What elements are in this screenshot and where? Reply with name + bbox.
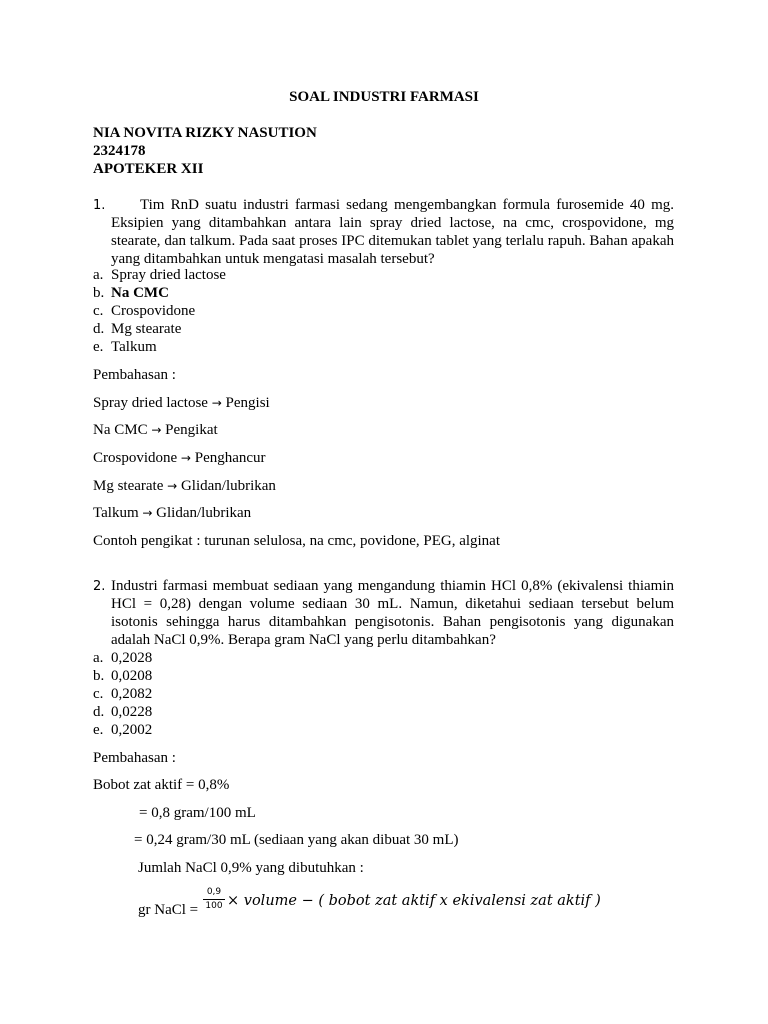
q1-option-a-letter: a. bbox=[93, 267, 104, 283]
question-2-number: 2. bbox=[93, 579, 106, 594]
q1-discussion-row-3 bbox=[93, 449, 266, 467]
q1-discussion-label: Pembahasan : bbox=[93, 367, 176, 383]
q2-calc-line-4: Jumlah NaCl 0,9% yang dibutuhkan : bbox=[138, 860, 364, 876]
q1-discussion-row-5 bbox=[93, 504, 251, 522]
q2-option-e-letter: e. bbox=[93, 722, 104, 738]
q2-option-e-text: 0,2002 bbox=[111, 722, 153, 738]
question-1-number: 1. bbox=[93, 198, 106, 213]
discussion-role: Pengikat bbox=[165, 422, 218, 438]
q1-option-a-text: Spray dried lactose bbox=[111, 267, 226, 283]
discussion-role: Glidan/lubrikan bbox=[180, 478, 276, 494]
q2-option-a-letter: a. bbox=[93, 650, 104, 666]
q2-calc-line-1: Bobot zat aktif = 0,8% bbox=[93, 777, 230, 793]
q2-option-d-text: 0,0228 bbox=[111, 704, 153, 720]
q1-option-b-text-answer: Na CMC bbox=[111, 285, 169, 301]
discussion-item: Mg stearate bbox=[93, 478, 164, 494]
q1-option-d-text: Mg stearate bbox=[111, 321, 182, 337]
question-1-text bbox=[111, 196, 674, 268]
q2-calc-line-3: = 0,24 gram/30 mL (sediaan yang akan dibuat 30 mL) bbox=[134, 832, 459, 848]
discussion-role: Pengisi bbox=[225, 395, 270, 411]
q2-option-b-letter: b. bbox=[93, 668, 105, 684]
fraction-bar bbox=[203, 899, 225, 900]
q2-option-d-letter: d. bbox=[93, 704, 105, 720]
discussion-item: Crospovidone bbox=[93, 450, 178, 466]
formula-fraction bbox=[203, 887, 225, 912]
document-title: SOAL INDUSTRI FARMASI bbox=[289, 89, 479, 105]
q2-option-a-text: 0,2028 bbox=[111, 650, 153, 666]
q2-discussion-label: Pembahasan : bbox=[93, 750, 176, 766]
arrow-icon: → bbox=[142, 506, 153, 520]
program-name: APOTEKER XII bbox=[93, 161, 204, 177]
q2-calc-line-2: = 0,8 gram/100 mL bbox=[139, 805, 256, 821]
student-id: 2324178 bbox=[93, 143, 146, 159]
q2-option-c-text: 0,2082 bbox=[111, 686, 153, 702]
discussion-item: Talkum bbox=[93, 505, 139, 521]
q1-discussion-row-1 bbox=[93, 394, 270, 412]
discussion-item: Na CMC bbox=[93, 422, 148, 438]
discussion-item: Spray dried lactose bbox=[93, 395, 208, 411]
fraction-denominator: 100 bbox=[205, 901, 223, 911]
q1-discussion-row-2 bbox=[93, 421, 218, 439]
question-1-first-word: Tim bbox=[140, 197, 165, 213]
discussion-role: Glidan/lubrikan bbox=[156, 505, 252, 521]
question-1-body: RnD suatu industri farmasi sedang mengembangkan formula furosemide 40 mg. Eksipien yang ditambahkan antara lain spray dried lactose, na cmc, crospovidone, mg stearate, dan talkum. Pada saat proses IPC ditemukan tablet yang terlalu rapuh. Bahan apakah yang ditambahkan untuk mengatasi masalah tersebut? bbox=[111, 197, 674, 267]
q1-option-c-letter: c. bbox=[93, 303, 104, 319]
formula-label: gr NaCl = bbox=[138, 902, 199, 918]
author-name: NIA NOVITA RIZKY NASUTION bbox=[93, 125, 317, 141]
fraction-numerator: 0,9 bbox=[206, 887, 222, 897]
formula-expression: × volume − ( bobot zat aktif x ekivalensi zat aktif ) bbox=[227, 893, 601, 909]
question-2-text: Industri farmasi membuat sediaan yang mengandung thiamin HCl 0,8% (ekivalensi thiamin HCl = 0,28) dengan volume sediaan 30 mL. Namun, diketahui sediaan tersebut belum isotonis sehingga harus ditambahkan pengisotonis. Bahan pengisotonis yang digunakan adalah NaCl 0,9%. Berapa gram NaCl yang perlu ditambahkan? bbox=[111, 578, 674, 648]
arrow-icon: → bbox=[167, 479, 178, 493]
arrow-icon: → bbox=[151, 423, 162, 437]
q1-option-e-letter: e. bbox=[93, 339, 104, 355]
q1-discussion-row-4 bbox=[93, 477, 276, 495]
q1-binder-examples: Contoh pengikat : turunan selulosa, na cmc, povidone, PEG, alginat bbox=[93, 533, 501, 549]
discussion-role: Penghancur bbox=[194, 450, 266, 466]
q2-option-c-letter: c. bbox=[93, 686, 104, 702]
q1-option-d-letter: d. bbox=[93, 321, 105, 337]
arrow-icon: → bbox=[180, 451, 191, 465]
q2-option-b-text: 0,0208 bbox=[111, 668, 153, 684]
q1-option-c-text: Crospovidone bbox=[111, 303, 196, 319]
q1-option-b-letter: b. bbox=[93, 285, 105, 301]
q1-option-e-text: Talkum bbox=[111, 339, 157, 355]
arrow-icon: → bbox=[211, 396, 222, 410]
